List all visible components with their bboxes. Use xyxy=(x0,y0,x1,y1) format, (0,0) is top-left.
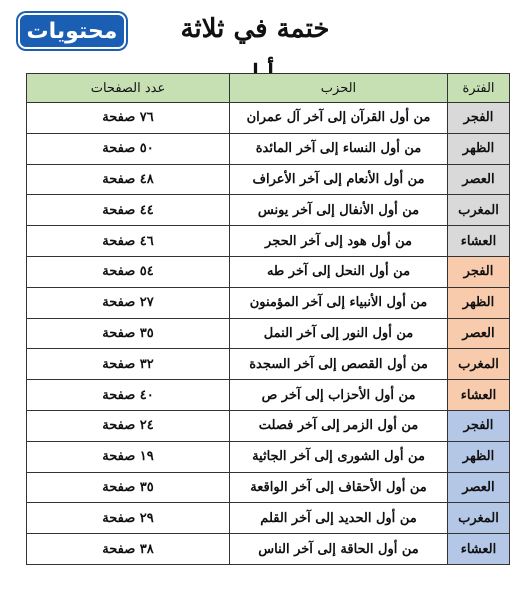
period-cell: المغرب xyxy=(448,195,510,226)
period-cell: المغرب xyxy=(448,503,510,534)
table-row xyxy=(27,287,510,318)
table-row xyxy=(27,133,510,164)
table-row xyxy=(27,441,510,472)
pages-cell: ٣٥ صفحة xyxy=(27,318,230,349)
part-cell: من أول النور إلى آخر النمل xyxy=(230,318,448,349)
header-part: الحزب xyxy=(230,74,448,103)
part-cell: من أول النساء إلى آخر المائدة xyxy=(230,133,448,164)
table-row xyxy=(27,410,510,441)
pages-cell: ٤٨ صفحة xyxy=(27,164,230,195)
table-body xyxy=(27,103,510,565)
part-cell: من أول القرآن إلى آخر آل عمران xyxy=(230,103,448,134)
period-cell: الظهر xyxy=(448,133,510,164)
pages-cell: ٢٤ صفحة xyxy=(27,410,230,441)
part-cell: من أول الأحزاب إلى آخر ص xyxy=(230,380,448,411)
pages-cell: ٥٤ صفحة xyxy=(27,256,230,287)
period-cell: الظهر xyxy=(448,287,510,318)
table-row xyxy=(27,349,510,380)
table-row xyxy=(27,380,510,411)
pages-cell: ٢٧ صفحة xyxy=(27,287,230,318)
part-cell: من أول الأحقاف إلى آخر الواقعة xyxy=(230,472,448,503)
part-cell: من أول النحل إلى آخر طه xyxy=(230,256,448,287)
table-row xyxy=(27,534,510,565)
table-row xyxy=(27,503,510,534)
table-row xyxy=(27,256,510,287)
table-row xyxy=(27,226,510,257)
reading-schedule-table xyxy=(26,73,510,565)
part-cell: من أول الأنعام إلى آخر الأعراف xyxy=(230,164,448,195)
site-logo[interactable]: محتويات xyxy=(18,13,126,49)
pages-cell: ٧٦ صفحة xyxy=(27,103,230,134)
pages-cell: ٣٨ صفحة xyxy=(27,534,230,565)
part-cell: من أول الزمر إلى آخر فصلت xyxy=(230,410,448,441)
header-pages: عدد الصفحات xyxy=(27,74,230,103)
table-row xyxy=(27,318,510,349)
period-cell: العشاء xyxy=(448,534,510,565)
period-cell: العشاء xyxy=(448,226,510,257)
period-cell: العصر xyxy=(448,164,510,195)
period-cell: الفجر xyxy=(448,410,510,441)
part-cell: من أول الحاقة إلى آخر الناس xyxy=(230,534,448,565)
part-cell: من أول القصص إلى آخر السجدة xyxy=(230,349,448,380)
period-cell: العصر xyxy=(448,472,510,503)
period-cell: العشاء xyxy=(448,380,510,411)
part-cell: من أول هود إلى آخر الحجر xyxy=(230,226,448,257)
pages-cell: ١٩ صفحة xyxy=(27,441,230,472)
period-cell: الفجر xyxy=(448,256,510,287)
table-row xyxy=(27,472,510,503)
part-cell: من أول الحديد إلى آخر القلم xyxy=(230,503,448,534)
table-row xyxy=(27,164,510,195)
pages-cell: ٤٠ صفحة xyxy=(27,380,230,411)
pages-cell: ٤٦ صفحة xyxy=(27,226,230,257)
pages-cell: ٤٤ صفحة xyxy=(27,195,230,226)
page-title: ختمة في ثلاثة xyxy=(180,14,330,44)
pages-cell: ٥٠ صفحة xyxy=(27,133,230,164)
table-row xyxy=(27,195,510,226)
period-cell: الظهر xyxy=(448,441,510,472)
part-cell: من أول الأنبياء إلى آخر المؤمنون xyxy=(230,287,448,318)
part-cell: من أول الأنفال إلى آخر يونس xyxy=(230,195,448,226)
period-cell: العصر xyxy=(448,318,510,349)
pages-cell: ٣٢ صفحة xyxy=(27,349,230,380)
part-cell: من أول الشورى إلى آخر الجاثية xyxy=(230,441,448,472)
pages-cell: ٢٩ صفحة xyxy=(27,503,230,534)
header-period: الفترة xyxy=(448,74,510,103)
period-cell: الفجر xyxy=(448,103,510,134)
table-header-row xyxy=(27,74,510,103)
period-cell: المغرب xyxy=(448,349,510,380)
pages-cell: ٣٥ صفحة xyxy=(27,472,230,503)
table-row xyxy=(27,103,510,134)
